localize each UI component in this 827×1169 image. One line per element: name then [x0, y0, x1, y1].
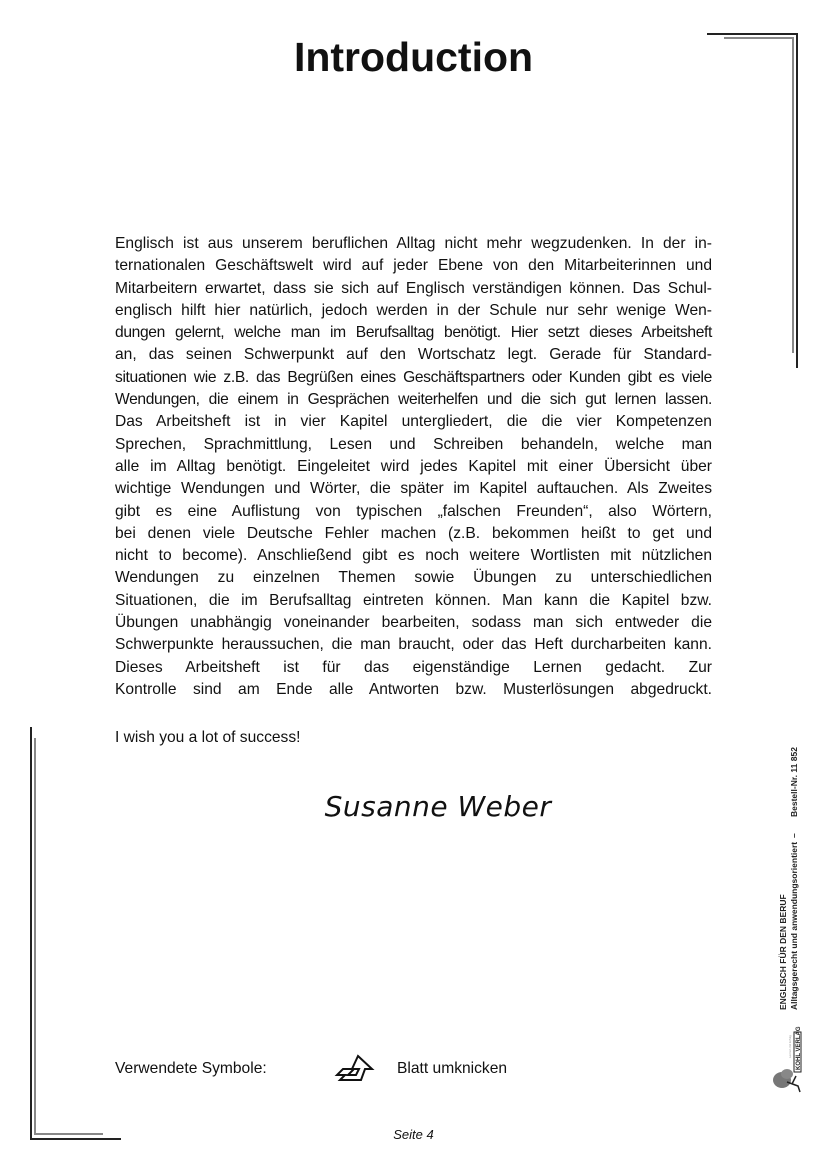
- fold-page-icon: [334, 1053, 376, 1089]
- text-line: wichtige Wendungen und Wörter, die später im Kapitel auftauchen. Als Zweites: [115, 480, 712, 498]
- book-title: ENGLISCH FÜR DEN BERUF: [778, 894, 788, 1010]
- text-line: Mitarbeitern erwartet, dass sie sich auf Englisch verständigen können. Das Schul-: [115, 279, 712, 297]
- text-line: Englisch ist aus unserem beruflichen Alltag nicht mehr wegzudenken. In der in-: [115, 235, 712, 252]
- symbols-label: Verwendete Symbole:: [115, 1060, 267, 1077]
- text-line: Schwerpunkte heraussuchen, die man braucht, oder das Heft durcharbeiten kann.: [115, 636, 712, 654]
- publisher-name: KOHL VERLAG: [796, 1026, 802, 1070]
- kohl-verlag-logo-icon: [770, 1018, 818, 1098]
- text-line: gibt es eine Auflistung von typischen „falschen Freunden“, also Wörtern,: [115, 502, 712, 520]
- text-line: englisch hilft hier natürlich, jedoch werden in der Schule nur sehr wenige Wen-: [115, 301, 712, 319]
- publisher-tagline: Lernen mit Erfolg: [788, 1035, 792, 1058]
- separator: –: [789, 833, 799, 838]
- text-line: bei denen viele Deutsche Fehler machen (z.B. bekommen heißt to get und: [115, 524, 712, 542]
- book-subtitle: Alltagsgerecht und anwendungsorientiert: [789, 841, 799, 1010]
- text-line: situationen wie z.B. das Begrüßen eines Geschäftspartners oder Kunden gibt es viele: [115, 368, 712, 386]
- text-line: alle im Alltag benötigt. Eingeleitet wird jedes Kapitel mit einer Übersicht über: [115, 457, 712, 475]
- introduction-body: [115, 233, 712, 701]
- text-line: nicht to become). Anschließend gibt es noch weitere Wortlisten mit nützlichen: [115, 547, 712, 565]
- text-line: Dieses Arbeitsheft ist für das eigenständige Lernen gedacht. Zur: [115, 658, 712, 676]
- text-line: an, das seinen Schwerpunkt auf den Wortschatz legt. Gerade für Standard-: [115, 346, 712, 364]
- text-line: Sprechen, Sprachmittlung, Lesen und Schreiben behandeln, welche man: [115, 435, 712, 453]
- text-line: Wendungen, die einem in Gesprächen weiterhelfen und die sich gut lernen lassen.: [115, 391, 712, 409]
- text-line: Kontrolle sind am Ende alle Antworten bzw. Musterlösungen abgedruckt.: [115, 680, 712, 698]
- order-number: Bestell-Nr. 11 852: [789, 747, 799, 817]
- paragraph-2: [115, 411, 712, 701]
- paragraph-1: [115, 233, 712, 411]
- corner-bracket-top-right-inner-vertical: [792, 37, 794, 353]
- corner-bracket-top-right-outer-horizontal: [707, 33, 797, 35]
- symbol-description: Blatt umknicken: [397, 1060, 508, 1077]
- text-line: Übungen unabhängig voneinander bearbeiten, sodass man sich entweder die: [115, 614, 712, 632]
- page-title: Introduction: [293, 34, 534, 80]
- text-line: dungen gelernt, welche man im Berufsalltag benötigt. Hier setzt dieses Arbeitsheft: [115, 324, 712, 342]
- text-line: Das Arbeitsheft ist in vier Kapitel untergliedert, die die vier Kompetenzen: [115, 413, 712, 431]
- publisher-side-strip: [770, 700, 820, 1100]
- corner-bracket-top-right-inner-horizontal: [724, 37, 793, 39]
- text-line: Situationen, die im Berufsalltag eintreten können. Man kann die Kapitel bzw.: [115, 591, 712, 609]
- page-number: Seite 4: [393, 1127, 434, 1142]
- text-line: ternationalen Geschäftswelt wird auf jeder Ebene von den Mitarbeiterinnen und: [115, 257, 712, 275]
- corner-bracket-top-right-outer-vertical: [796, 33, 798, 368]
- corner-bracket-bottom-left-outer-vertical: [30, 727, 32, 1139]
- text-line: Wendungen zu einzelnen Themen sowie Übungen zu unterschiedlichen: [115, 569, 712, 587]
- closing-line: I wish you a lot of success!: [115, 729, 301, 746]
- author-signature: Susanne Weber: [324, 790, 552, 823]
